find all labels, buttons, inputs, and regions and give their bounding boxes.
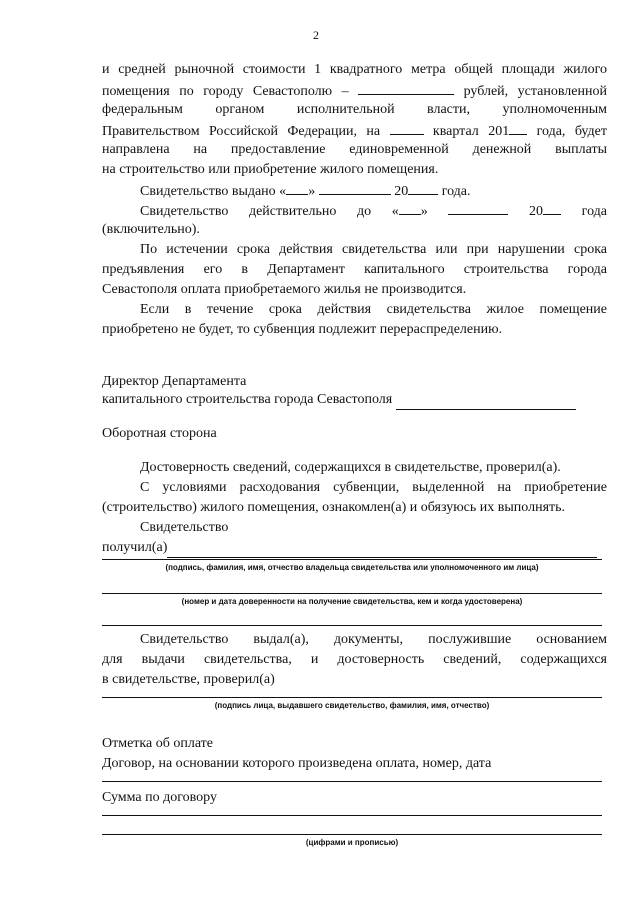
text-fragment: получил(а) bbox=[102, 540, 168, 555]
contract-rule[interactable] bbox=[102, 781, 602, 782]
director-title: Директор Департамента bbox=[102, 374, 247, 389]
valid-month-blank[interactable] bbox=[448, 200, 508, 215]
sum-caption: (цифрами и прописью) bbox=[305, 838, 399, 847]
paragraph-3-line-2: предъявления его в Департамент капитального строительства города bbox=[102, 262, 607, 277]
paragraph-1-line-1: и средней рыночной стоимости 1 квадратного метра общей площади жилого bbox=[102, 62, 607, 77]
text-fragment: года, будет bbox=[536, 124, 608, 139]
valid-day-blank[interactable] bbox=[399, 200, 421, 215]
conditions-line-2: (строительство) жилого помещения, ознакомлен(а) и обязуюсь их выполнять. bbox=[102, 500, 566, 515]
paragraph-4-line-2: приобретено не будет, то субвенция подлежит перераспределению. bbox=[102, 322, 503, 337]
paragraph-1-line-4 bbox=[102, 120, 607, 142]
contract-sum-label: Сумма по договору bbox=[102, 790, 217, 805]
issued-by-line-2: для выдачи свидетельства, и достоверность сведений, содержащихся bbox=[102, 652, 607, 667]
text-fragment: капитального строительства города Севастополя bbox=[102, 392, 393, 407]
conditions-line-1: С условиями расходования субвенции, выделенной на приобретение bbox=[140, 480, 607, 495]
issued-year-blank[interactable] bbox=[408, 180, 438, 195]
text-fragment: 20 bbox=[394, 184, 409, 199]
issued-day-blank[interactable] bbox=[286, 180, 308, 195]
text-fragment: » bbox=[420, 204, 428, 219]
sum-rule-2[interactable] bbox=[102, 834, 602, 835]
text-fragment: Свидетельство действительно до « bbox=[140, 204, 399, 219]
text-fragment: года bbox=[581, 204, 607, 219]
owner-signature-caption: (подпись, фамилия, имя, отчество владельца свидетельства или уполномоченного им лица) bbox=[165, 563, 539, 572]
paragraph-1-line-6: на строительство или приобретение жилого помещения. bbox=[102, 162, 439, 177]
power-of-attorney-rule[interactable] bbox=[102, 593, 602, 594]
issued-date-line bbox=[102, 180, 607, 202]
issued-by-line-1: Свидетельство выдал(а), документы, послужившие основанием bbox=[140, 632, 607, 647]
issuer-signature-caption: (подпись лица, выдавшего свидетельство, фамилия, имя, отчество) bbox=[214, 701, 490, 710]
text-fragment: помещения по городу Севастополю – bbox=[102, 84, 349, 99]
valid-until-line bbox=[102, 200, 607, 222]
page-number: 2 bbox=[313, 28, 319, 42]
paragraph-1-line-2 bbox=[102, 80, 607, 102]
issuer-signature-rule[interactable] bbox=[102, 697, 602, 698]
verified-statement: Достоверность сведений, содержащихся в свидетельстве, проверил(а). bbox=[140, 460, 561, 475]
quarter-blank[interactable] bbox=[390, 120, 424, 135]
received-signature-line[interactable] bbox=[167, 542, 597, 558]
issued-by-line-3: в свидетельстве, проверил(а) bbox=[102, 672, 275, 687]
text-fragment: Свидетельство выдано « bbox=[140, 184, 287, 199]
paragraph-1-line-5: направлена на предоставление единовременной денежной выплаты bbox=[102, 142, 607, 157]
received-line bbox=[102, 538, 607, 558]
certificate-word: Свидетельство bbox=[140, 520, 229, 535]
owner-signature-rule[interactable] bbox=[102, 559, 602, 560]
power-of-attorney-caption: (номер и дата доверенности на получение свидетельства, кем и когда удостоверена) bbox=[181, 597, 523, 606]
payment-mark-heading: Отметка об оплате bbox=[102, 736, 214, 751]
sum-rule-1[interactable] bbox=[102, 815, 602, 816]
text-fragment: квартал 201 bbox=[432, 124, 510, 139]
reverse-side-heading: Оборотная сторона bbox=[102, 426, 217, 441]
valid-year-blank[interactable] bbox=[543, 200, 561, 215]
text-fragment: 20 bbox=[529, 204, 544, 219]
text-fragment: года. bbox=[441, 184, 471, 199]
price-blank[interactable] bbox=[358, 80, 454, 95]
text-fragment: Правительством Российской Федерации, на bbox=[102, 124, 381, 139]
year-blank[interactable] bbox=[509, 120, 527, 135]
paragraph-1-line-3: федеральным органом исполнительной власти, уполномоченным bbox=[102, 102, 607, 117]
paragraph-3-line-1: По истечении срока действия свидетельства или при нарушении срока bbox=[140, 242, 607, 257]
paragraph-4-line-1: Если в течение срока действия свидетельства жилое помещение bbox=[140, 302, 607, 317]
issued-month-blank[interactable] bbox=[319, 180, 391, 195]
director-department bbox=[102, 390, 607, 410]
valid-until-line-2: (включительно). bbox=[102, 222, 200, 237]
text-fragment: » bbox=[308, 184, 316, 199]
director-signature-line[interactable] bbox=[396, 394, 576, 410]
contract-label: Договор, на основании которого произведена оплата, номер, дата bbox=[102, 756, 492, 771]
text-fragment: рублей, установленной bbox=[463, 84, 607, 99]
blank-rule[interactable] bbox=[102, 625, 602, 626]
paragraph-3-line-3: Севастополя оплата приобретаемого жилья не производится. bbox=[102, 282, 467, 297]
